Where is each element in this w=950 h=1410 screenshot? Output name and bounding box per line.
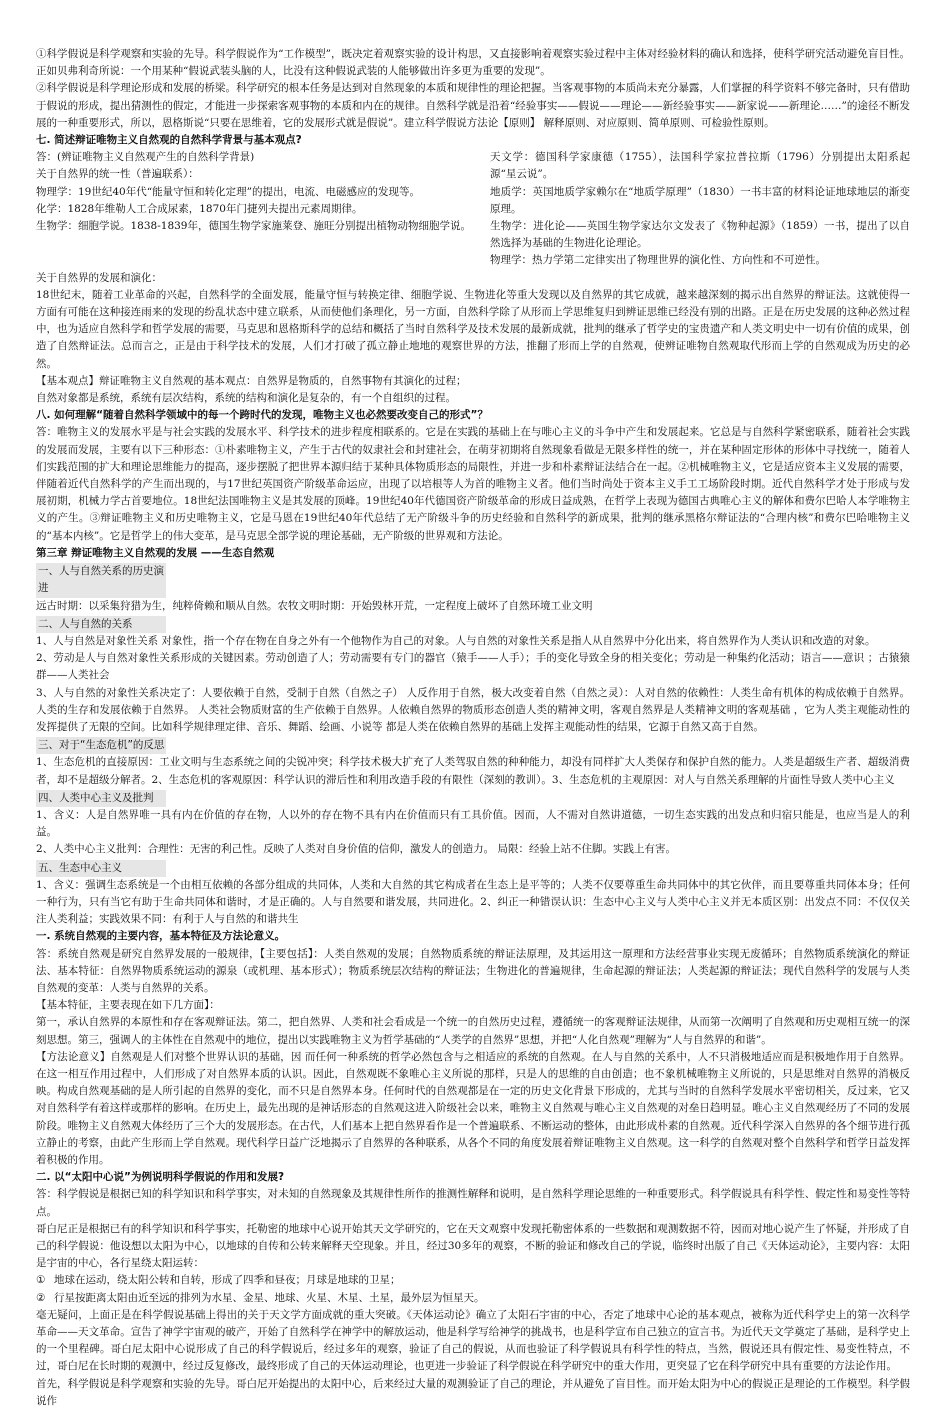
q7-text: 【基本观点】辩证唯物主义自然观的基本观点：自然界是物质的，自然事物有其演化的过程； (36, 374, 467, 387)
left-line: 关于自然界的统一性（普遍联系）： (36, 168, 199, 181)
section-heading: 五、生态中心主义 (36, 860, 166, 877)
intro-para-1: ①科学假说是科学观察和实验的先导。科学假说作为“工作模型”，既决定着观察实验的设计构思，又直接影响着观察实验过程中主体对经验材料的确认和选择，使科学研究活动避免盲目性。正如贝弗利奇所说：一个用某种“假说武装头脑的人，比没有这种假说武装的人能够做出许多更为重要的发现”。 (36, 48, 910, 78)
chapter-heading: 第三章 辩证唯物主义自然观的发展 ——生态自然观 (36, 546, 275, 559)
q2-text: 答：科学假说是根据已知的科学知识和科学事实，对未知的自然现象及其规律性所作的推测性解释和说明，是自然科学理论思维的一种重要形式。科学假说具有科学性、假定性和易变性等特点。 (36, 1188, 910, 1218)
q1-text: 第一，承认自然界的本原性和存在客观辩证法。第二，把自然界、人类和社会看成是一个统一的自然历史过程，遵循统一的客观辩证法规律，从而第一次阐明了自然观和历史观相互统一的深刻思想。第三，强调人的主体性在自然观中的地位，提出以实践唯物主义为哲学基础的“人类学的自然界”思想，并把“人化自然观”理解为“人与自然界的和谐”。 (36, 1016, 910, 1046)
list-text: 地球在运动，绕太阳公转和自转，形成了四季和昼夜；月球是地球的卫星； (54, 1274, 401, 1287)
section-text: 1、生态危机的直接原因：工业文明与生态系统之间的尖锐冲突；科学技术极大扩充了人类驾驭自然的种种能力，却没有同样扩大人类保存和保护自然的能力。人类是超级生产者、超级消费者，却不是超级分解者。2、生态危机的客观原因：科学认识的滞后性和利用改造手段的有限性（深刻的教训）。3、生态危机的主观原因：对人与自然关系理解的片面性导致人类中心主义 (36, 756, 910, 786)
section-heading: 四、人类中心主义及批判 (36, 790, 166, 807)
intro-para-2: ②科学假说是科学理论形成和发展的桥梁。科学研究的根本任务是达到对自然现象的本质和规律性的理论把握。当客观事物的本质尚未充分暴露，人们掌握的科学资料不够完备时，只有借助于假说的形成，提出猜测性的假定，才能进一步探索客观事物的本质和内在的规律。自然科学就是沿着“经验事实——假说——理论——新经验事实——新家说——新理论……”的途径不断发展的一种重要形式，所以，恩格斯说“只要在思维着，它的发展形式就是假说”。建立科学假说方法论【原则】 解释原则、对应原则、简单原则、可检验性原则。 (36, 82, 910, 129)
question-1-heading: 一. 系统自然观的主要内容，基本特征及方法论意义。 (36, 930, 286, 943)
left-line: 生物学：细胞学说。1838-1839年，德国生物学家施莱登、施旺分别提出植物动物细胞学说。 (36, 220, 471, 233)
q8-answer: 答：唯物主义的发展水平是与社会实践的发展水平、科学技术的进步程度相联系的。它是在实践的基础上在与唯心主义的斗争中产生和发展起来。它总是与自然科学紧密联系，随着社会实践的发展而发展，主要有以下三种形态：①朴素唯物主义，产生于古代的奴隶社会和封建社会，在萌芽初期将自然现象看做是无限多样性的统一，并在某种固定形体的形体中寻找统一，随着人们实践范围的扩大和理论思维能力的提高，逐步摆脱了把世界本源归结于某种具体物质形态的局限性，并进一步和朴素辩证法结合在一起。②机械唯物主义，它是适应资本主义发展的需要，伴随着近代自然科学的产生而出现的，与17世纪英国资产阶级革命运应，出现了以培根等人为首的唯物主义者。他们当时尚处于资本主义手工工场阶段时期。近代自然科学才处于形成与发展初期，机械力学古首要地位。18世纪法国唯物主义是其发展的顶峰。19世纪40年代德国资产阶级革命的形成日益成熟，在哲学上表现为德国古典唯心主义的解体和费尔巴哈人本学唯物主义的产生。③辩证唯物主义和历史唯物主义，它是马恩在19世纪40年代总结了无产阶级斗争的历史经验和自然科学的新成果，批判的继承黑格尔辩证法的“合理内核”和费尔巴哈唯物主义的“基本内核”。它是哲学上的伟大变革，是马克思全部学说的理论基础，无产阶级的世界观和方法论。 (36, 426, 910, 542)
question-7-heading: 七. 简述辩证唯物主义自然观的自然科学背景与基本观点? (36, 134, 302, 147)
left-line: 物理学：19世纪40年代“能量守恒和转化定理”的提出，电流、电磁感应的发现等。 (36, 185, 420, 198)
q7-text: 关于自然界的发展和演化： (36, 271, 162, 284)
q2-text: 首先，科学假说是科学观察和实验的先导。哥白尼开始提出的太阳中心，后来经过大量的观测验证了自己的理论，并从避免了盲目性。而开始太阳为中心的假说正是理论的工作模型。科学假说作 (36, 1377, 910, 1407)
list-marker: ① (36, 1274, 46, 1287)
left-column (36, 149, 480, 269)
section-text: 远古时期：以采集狩猎为生，纯粹倚赖和顺从自然。农牧文明时期：开始毁林开荒，一定程度上破坏了自然环境工业文明 (36, 599, 593, 612)
q2-text: 哥白尼正是根据已有的科学知识和科学事实，托勒密的地球中心说开始其天文学研究的，它在天文观察中发现托勒密体系的一些数据和观测数据不符，因而对地心说产生了怀疑，并形成了自己的科学假说：他设想以太阳为中心，以地球的自传和公转来解释天空现象。并且，经过30多年的观察，不断的验证和修改自己的学说，临终时出版了自己《天体运动论》，主要内容：太阳是宇宙的中心，各行星绕太阳运转： (36, 1222, 910, 1270)
right-line: 地质学：英国地质学家赖尔在“地质学原理”（1830）一书丰富的材料论证地球地层的渐变原理。 (490, 185, 910, 215)
q7-text: 18世纪末，随着工业革命的兴起，自然科学的全面发展，能量守恒与转换定律、细胞学说、生物进化等重大发现以及自然界的其它成就，越来越深刻的揭示出自然界的辩证法。这就使得一方面有可能在这种接连雨来的发现的纷乱状态中建立联系，从而使他们条理化，另一方面，自然科学除了从形而上学思维复归到辨证思维已经没有别的出路。正是在历史发展的这种必然过程中，也为适应自然科学和哲学发展的需要，马克思和恩格斯科学的总结和概括了当时自然科学及技术发展的最新成就，批判的继承了哲学史的宝贵遗产和人类文明史中一切有价值的成果，创造了自然辩证法。总而言之，正是由于科学技术的发展，人们才打破了孤立静止地地的观察世界的方法，推翻了形而上学的自然观，使辨证唯物自然观取代形而上学的自然观成为历史的必然。 (36, 288, 910, 370)
q1-text: 答：系统自然观是研究自然界发展的一般规律，【主要包括】：人类自然观的发展；自然物质系统的辩证法原理，及其运用这一原理和方法经营事业实现无废循环；自然物质系统演化的辩证法、基本特征：自然界物质系统运动的源泉（或机理、基本形式）；物质系统层次结构的辩证法；生物进化的普遍规律，生命起源的辩证法；人类起源的辩证法；现代自然科学的发展与人类自然观的变革：人类与自然界的关系。 (36, 947, 910, 994)
section-text: 2、人类中心主义批判：合理性：无害的利己性。反映了人类对自身价值的信仰，激发人的创造力。 局限：经验上站不住脚。实践上有害。 (36, 843, 677, 856)
section-text: 2、劳动是人与自然对象性关系形成的关键因素。劳动创造了人；劳动需要有专门的器官（猿手——人手）；手的变化导致全身的相关变化；劳动是一种集约化活动；语言——意识 ；古猿猿群——人类社会 (36, 652, 910, 682)
list-marker: ② (36, 1291, 46, 1304)
section-text: 3、人与自然的对象性关系决定了：人要依赖于自然，受制于自然（自然之子） 人反作用于自然，极大改变着自然（自然之灵）：人对自然的依赖性：人类生命有机体的构成依赖于自然界。人类的生存和发展依赖于自然界。 人类社会物质财富的生产依赖于自然界。人依赖自然界的物质形态创造人类的精神文明，客观自然界是人类精神文明的客观基础 ，它为人类主观能动性的发挥提供了无限的空间。比如科学规律理定律、音乐、舞蹈、绘画、小说等 都是人类在依赖自然界的基础上发挥主观能动性的结果，它源于自然又高于自然。 (36, 686, 910, 733)
q1-text: 【基本特征，主要表现在如下几方面】： (36, 999, 220, 1012)
section-heading: 三、对于“生态危机”的反思 (36, 737, 166, 754)
left-line: 化学：1828年维勒人工合成尿素，1870年门捷列夫提出元素周期律。 (36, 202, 363, 215)
right-line: 天文学：德国科学家康德（1755），法国科学家拉普拉斯（1796）分别提出太阳系起源“星云说”。 (490, 151, 910, 181)
question-2-heading: 二. 以“太阳中心说”为例说明科学假说的作用和发展? (36, 1171, 285, 1184)
q7-text: 自然对象都是系统，系统有层次结构，系统的结构和演化是复杂的，有一个自组织的过程。 (36, 392, 456, 405)
science-background-columns (36, 149, 910, 269)
section-text: 1、含义：强调生态系统是一个由相互依赖的各部分组成的共同体，人类和大自然的其它构成者在生态上是平等的；人类不仅要尊重生命共同体中的其它伙伴，而且要尊重共同体本身；任何一种行为，只有当它有助于生命共同体和谐时，才是正确的。人与自然要和谐发展，共同进化。2、纠正一种错误认识：生态中心主义与人类中心主义并无本质区别：出发点不同：不仅仅关注人类利益；实践效果不同：有利于人与自然的和谐共生 (36, 878, 910, 926)
q2-text: 毫无疑问，上面正是在科学假说基础上得出的关于天文学方面成就的重大突破。《天体运动论》确立了太阳石宇宙的中心，否定了地球中心论的基本观点，被称为近代科学史上的第一次科学革命——天文革命。宣告了神学宇宙观的破产，开始了自然科学在神学中的解放运动，他是科学写给神学的挑战书，也是科学宣布自己独立的宣言书。为近代天文学奠定了基础，是科学史上的一个里程碑。哥白尼太阳中心说形成了自己的科学假说后，经过多年的观察，验证了自己的假说，从而也验证了科学假说具有科学性的特点，当然，假说还具有假定性、易变性特点，不过，哥白尼在长时期的观测中，经过反复修改，最终形成了自己的天体运动理论，也更进一步验证了科学假说在科学研究中的重大作用，更突显了它在科学研究中具有重要的方法论作用。 (36, 1308, 910, 1373)
section-text: 1、人与自然是对象性关系 对象性，指一个存在物在自身之外有一个他物作为自己的对象。人与自然的对象性关系是指人从自然界中分化出来，将自然界作为人类认识和改造的对象。 (36, 634, 876, 647)
list-item (36, 1272, 910, 1289)
document-page (36, 46, 910, 1410)
question-8-heading: 八. 如何理解“随着自然科学领域中的每一个跨时代的发现，唯物主义也必然要改变自己的形式”？ (36, 409, 488, 422)
right-column (490, 149, 910, 269)
q1-text: 【方法论意义】自然观是人们对整个世界认识的基础，因 而任何一种系统的哲学必然包含与之相适应的系统的自然观。在人与自然的关系中，人不只消极地适应而是积极地作用于自然界。在这一相互作用过程中，人们形成了对自然界本质的认识。因此，自然观既不象唯心主义所说的那样，只是人的思维的自由创造；也不象机械唯物主义所说的，只是思维对自然界的消极反映。构成自然观基础的是人所引起的自然界的变化，而不只是自然界本身。任何时代的自然观都是在一定的历史文化背景下形成的，尤其与当时的自然科学发展水平密切相关，反过来，它又对自然科学有着这样或那样的影响。在历史上，最先出现的是神话形态的自然观这进入阶级社会以来，唯物主义自然观与唯心主义自然观的对垒日趋明显。唯心主义自然观经历了不同的发展阶段。唯物主义自然观大体经历了三个大的发展形态。在古代，人们基本上把自然界看作是一个普遍联系、不断运动的整体，由此形成朴素的自然观。近代科学深入自然界的各个细节进行孤立静止的考察，由此产生形而上学自然观。现代科学日益广泛地揭示了自然界的各种联系，从各个不同的角度发展着辩证唯物主义自然观。这一科学的自然观对整个自然科学和哲学日益发挥着积极的作用。 (36, 1050, 910, 1166)
section-text: 1、含义：人是自然界唯一具有内在价值的存在物，人以外的存在物不具有内在价值而只有工具价值。因而，人不需对自然讲道德，一切生态实践的出发点和归宿只能是，也应当是人的利益。 (36, 808, 910, 839)
left-line: 答：(辨证唯物主义自然观产生的自然科学背景) (36, 151, 255, 164)
list-item (36, 1290, 910, 1307)
right-line: 生物学：进化论——英国生物学家达尔文发表了《物种起源》（1859）一书，提出了以自然选择为基础的生物进化论理论。 (490, 220, 910, 250)
section-heading: 一、人与自然关系的历史演进 (36, 563, 166, 597)
section-heading: 二、人与自然的关系 (36, 616, 166, 633)
list-text: 行星按距离太阳由近至远的排列为水星、金星、地球、火星、木星、土星，最外层为恒星天。 (54, 1291, 485, 1304)
right-line: 物理学：热力学第二定律实出了物理世界的演化性、方向性和不可逆性。 (490, 254, 826, 267)
